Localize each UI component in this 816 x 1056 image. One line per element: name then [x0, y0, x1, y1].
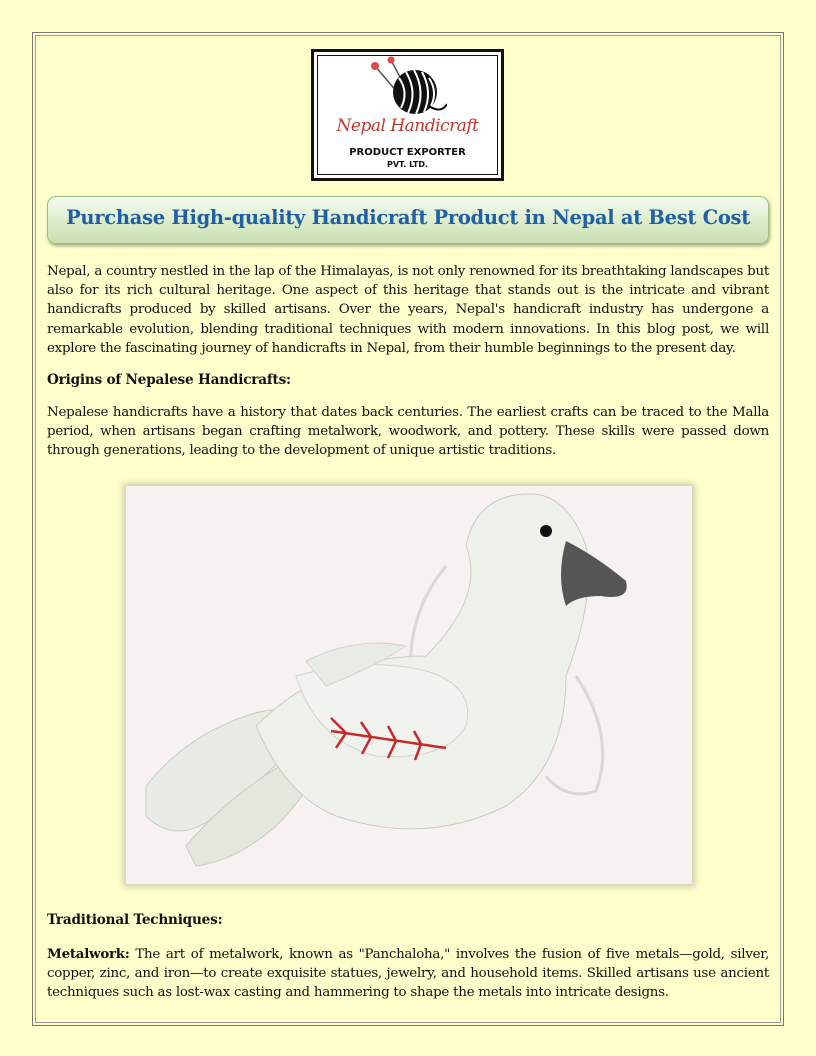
origins-heading: Origins of Nepalese Handicrafts: — [47, 372, 291, 388]
metalwork-paragraph — [47, 945, 769, 1003]
metalwork-label: Metalwork: — [47, 946, 130, 962]
logo-company-suffix: PVT. LTD. — [386, 160, 429, 169]
logo-tagline: PRODUCT EXPORTER — [349, 147, 466, 158]
origins-paragraph: Nepalese handicrafts have a history that dates back centuries. The earliest crafts can be traced to the Malla period, when artisans began crafting metalwork, woodwork, and pottery. These skills were passed down through generations, leading to the development of unique artistic traditions. — [47, 405, 769, 459]
yarn-ball-with-needles-icon — [369, 56, 447, 118]
company-logo — [311, 49, 504, 181]
page-title: Purchase High-quality Handicraft Product in Nepal at Best Cost — [66, 206, 750, 229]
felt-bird-illustration — [126, 486, 692, 884]
felt-bird-product-photo — [126, 486, 692, 884]
traditional-techniques-heading: Traditional Techniques: — [47, 912, 223, 928]
title-banner — [47, 196, 769, 244]
intro-paragraph: Nepal, a country nestled in the lap of the Himalayas, is not only renowned for its breathtaking landscapes but also for its rich cultural heritage. One aspect of this heritage that stands out is the intricate and vibrant handicrafts produced by skilled artisans. Over the years, Nepal's handicraft industry has undergone a remarkable evolution, blending traditional techniques with modern innovations. In this blog post, we will explore the fascinating journey of handicrafts in Nepal, from their humble beginnings to the present day. — [47, 264, 769, 356]
logo-script-text: Nepal Handicraft — [336, 116, 479, 136]
metalwork-text: The art of metalwork, known as "Panchaloha," involves the fusion of five metals—gold, silver, copper, zinc, and iron—to create exquisite statues, jewelry, and household items. Skilled artisans use ancient techniques such as lost-wax casting and hammering to shape the metals into intricate designs. — [47, 947, 769, 1001]
